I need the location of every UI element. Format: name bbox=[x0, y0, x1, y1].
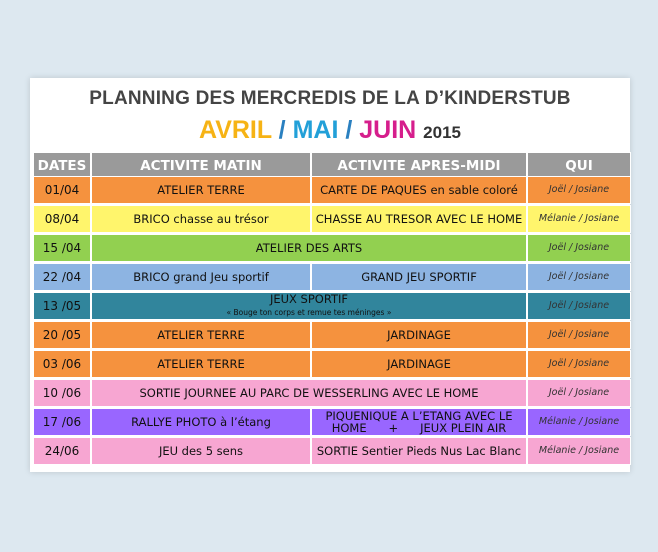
activity-matin-cell: RALLYE PHOTO à l’étang bbox=[91, 408, 311, 436]
activity-apres-midi-line: HOME + JEUX PLEIN AIR bbox=[331, 421, 507, 435]
table-row bbox=[33, 350, 631, 378]
qui-cell: Mélanie / Josiane bbox=[527, 437, 631, 465]
activity-full-day-cell bbox=[91, 234, 527, 262]
table-row bbox=[33, 321, 631, 349]
qui-cell: Joël / Josiane bbox=[527, 292, 631, 320]
date-cell: 01/04 bbox=[33, 176, 91, 204]
activity-apres-midi-cell: SORTIE Sentier Pieds Nus Lac Blanc bbox=[311, 437, 527, 465]
qui-cell: Mélanie / Josiane bbox=[527, 408, 631, 436]
qui-cell: Joël / Josiane bbox=[527, 321, 631, 349]
table-row bbox=[33, 379, 631, 407]
table-row bbox=[33, 234, 631, 262]
year: 2015 bbox=[423, 123, 461, 142]
date-cell: 13 /05 bbox=[33, 292, 91, 320]
column-header-apres-midi: ACTIVITE APRES-MIDI bbox=[311, 152, 527, 180]
date-cell: 24/06 bbox=[33, 437, 91, 465]
activity-apres-midi-cell bbox=[311, 408, 527, 436]
activity-apres-midi-line: PIQUENIQUE A L’ETANG AVEC LE bbox=[325, 409, 513, 423]
table-row bbox=[33, 437, 631, 465]
activity-apres-midi-cell: CARTE DE PAQUES en sable coloré bbox=[311, 176, 527, 204]
date-cell: 08/04 bbox=[33, 205, 91, 233]
date-cell: 20 /05 bbox=[33, 321, 91, 349]
qui-cell: Joël / Josiane bbox=[527, 234, 631, 262]
activity-matin-cell: BRICO chasse au trésor bbox=[91, 205, 311, 233]
month-june: JUIN bbox=[359, 116, 417, 144]
table-row bbox=[33, 408, 631, 436]
activity-full-day-cell bbox=[91, 379, 527, 407]
planning-card bbox=[30, 78, 630, 472]
month-may: MAI bbox=[292, 116, 339, 144]
date-cell: 15 /04 bbox=[33, 234, 91, 262]
qui-cell: Joël / Josiane bbox=[527, 350, 631, 378]
date-cell: 22 /04 bbox=[33, 263, 91, 291]
activity-matin-cell: JEU des 5 sens bbox=[91, 437, 311, 465]
qui-cell: Joël / Josiane bbox=[527, 263, 631, 291]
activity-apres-midi-cell: CHASSE AU TRESOR AVEC LE HOME bbox=[311, 205, 527, 233]
page-title: PLANNING DES MERCREDIS DE LA D’KINDERSTUB bbox=[89, 88, 571, 109]
qui-cell: Joël / Josiane bbox=[527, 176, 631, 204]
month-separator: / bbox=[278, 116, 286, 144]
table-row bbox=[33, 263, 631, 291]
month-separator: / bbox=[345, 116, 353, 144]
date-cell: 17 /06 bbox=[33, 408, 91, 436]
column-header-dates: DATES bbox=[33, 152, 91, 180]
activity-matin-cell: BRICO grand Jeu sportif bbox=[91, 263, 311, 291]
date-cell: 10 /06 bbox=[33, 379, 91, 407]
activity-matin-cell: ATELIER TERRE bbox=[91, 176, 311, 204]
activity-apres-midi-cell: JARDINAGE bbox=[311, 321, 527, 349]
table-row bbox=[33, 176, 631, 204]
activity-subtitle: « Bouge ton corps et remue tes méninges » bbox=[226, 308, 392, 317]
date-cell: 03 /06 bbox=[33, 350, 91, 378]
column-header-qui: QUI bbox=[527, 152, 631, 180]
activity-full-day-label: ATELIER DES ARTS bbox=[255, 241, 363, 255]
activity-apres-midi-cell: GRAND JEU SPORTIF bbox=[311, 263, 527, 291]
activity-matin-cell: ATELIER TERRE bbox=[91, 321, 311, 349]
qui-cell: Joël / Josiane bbox=[527, 379, 631, 407]
column-header-matin: ACTIVITE MATIN bbox=[91, 152, 311, 180]
activity-full-day-cell bbox=[91, 292, 527, 320]
table-row bbox=[33, 205, 631, 233]
activity-full-day-label: JEUX SPORTIF bbox=[269, 292, 349, 306]
qui-cell: Mélanie / Josiane bbox=[527, 205, 631, 233]
activity-apres-midi-cell: JARDINAGE bbox=[311, 350, 527, 378]
activity-full-day-label: SORTIE JOURNEE AU PARC DE WESSERLING AVEC LE HOME bbox=[139, 386, 479, 400]
month-april: AVRIL bbox=[199, 116, 272, 144]
months-heading bbox=[30, 116, 630, 145]
table-row bbox=[33, 292, 631, 320]
activity-matin-cell: ATELIER TERRE bbox=[91, 350, 311, 378]
